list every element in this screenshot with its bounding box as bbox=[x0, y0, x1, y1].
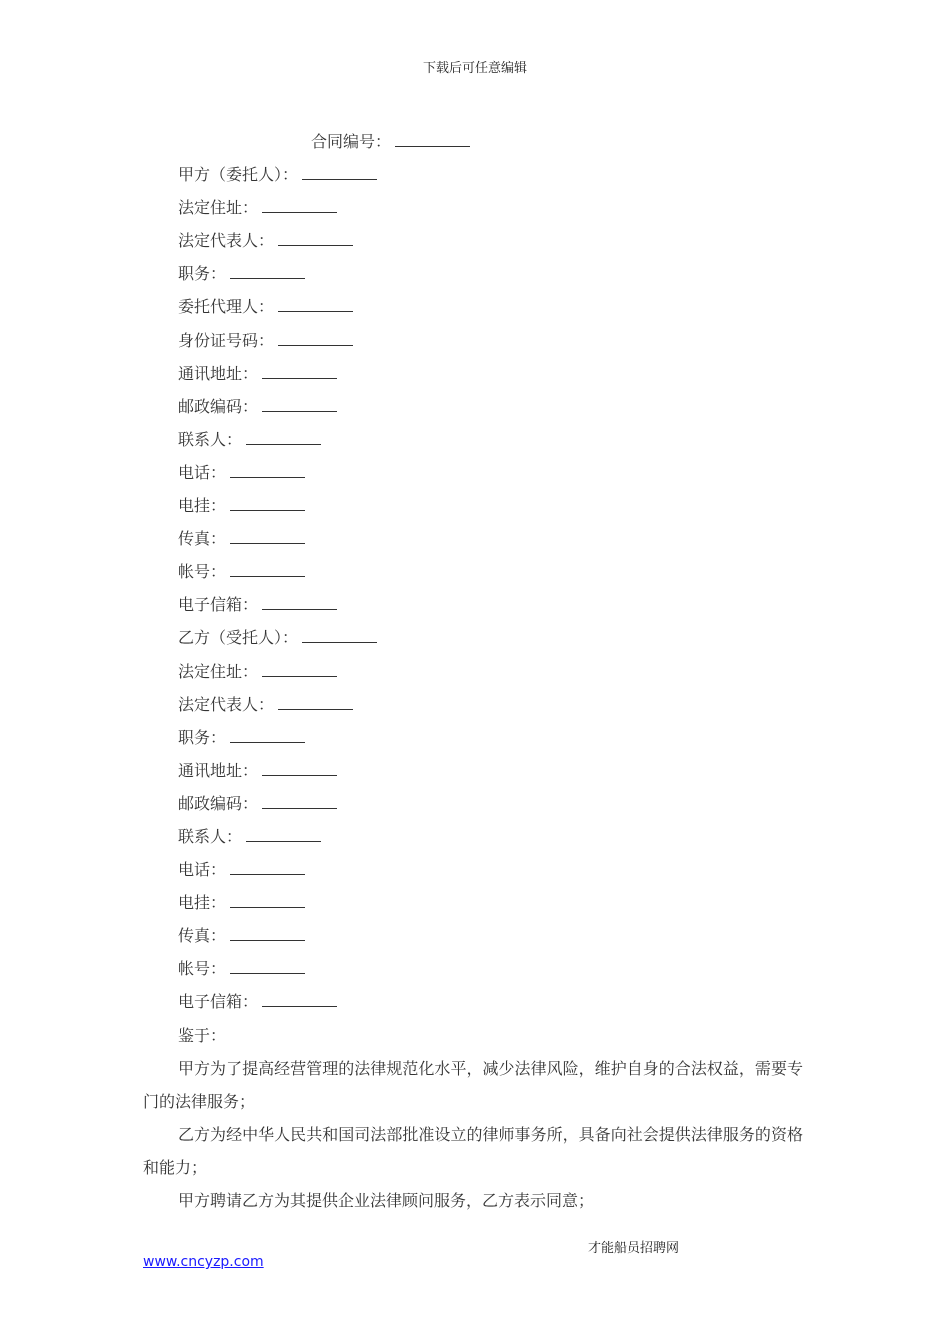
party-a-field-line bbox=[143, 191, 803, 224]
party-b-field-blank bbox=[262, 662, 337, 677]
party-a-field-label: 通讯地址： bbox=[178, 363, 259, 383]
contract-body bbox=[143, 125, 803, 1217]
footer-website-link[interactable]: www.cncyzp.com bbox=[143, 1254, 264, 1270]
party-b-field-line bbox=[143, 721, 803, 754]
party-b-field-label: 职务： bbox=[178, 727, 227, 747]
party-b-title-line bbox=[143, 621, 803, 654]
party-b-field-line bbox=[143, 952, 803, 985]
party-b-field-blank bbox=[230, 926, 305, 941]
party-b-field-line bbox=[143, 853, 803, 886]
party-a-field-line bbox=[143, 588, 803, 621]
whereas-paragraph-2: 乙方为经中华人民共和国司法部批准设立的律师事务所，具备向社会提供法律服务的资格和能力； bbox=[143, 1124, 803, 1177]
party-b-field-label: 通讯地址： bbox=[178, 760, 259, 780]
party-b-title: 乙方（受托人）： bbox=[178, 628, 299, 648]
party-a-field-line bbox=[143, 257, 803, 290]
party-b-field-line bbox=[143, 754, 803, 787]
party-a-title-line bbox=[143, 158, 803, 191]
party-a-field-blank bbox=[230, 463, 305, 478]
party-a-field-line bbox=[143, 357, 803, 390]
party-b-field-blank bbox=[262, 992, 337, 1007]
party-a-field-label: 法定代表人： bbox=[178, 231, 275, 251]
contract-number-label: 合同编号： bbox=[311, 132, 392, 151]
party-a-field-line bbox=[143, 456, 803, 489]
party-b-name-blank bbox=[302, 628, 377, 643]
whereas-label: 鉴于： bbox=[178, 1025, 227, 1045]
party-b-field-label: 电挂： bbox=[178, 893, 227, 913]
party-a-name-blank bbox=[302, 165, 377, 180]
party-b-field-label: 电话： bbox=[178, 860, 227, 880]
party-a-field-label: 电子信箱： bbox=[178, 595, 259, 615]
party-a-field-blank bbox=[230, 529, 305, 544]
party-a-fields bbox=[143, 191, 803, 621]
party-a-field-line bbox=[143, 290, 803, 323]
whereas-paragraph-3: 甲方聘请乙方为其提供企业法律顾问服务，乙方表示同意； bbox=[178, 1191, 595, 1210]
party-a-field-label: 法定住址： bbox=[178, 198, 259, 218]
contract-number-line bbox=[143, 125, 803, 158]
party-a-field-blank bbox=[278, 331, 353, 346]
party-a-field-blank bbox=[278, 297, 353, 312]
party-a-field-blank bbox=[262, 198, 337, 213]
party-b-field-blank bbox=[246, 827, 321, 842]
party-b-field-blank bbox=[230, 860, 305, 875]
party-b-field-line bbox=[143, 688, 803, 721]
party-a-field-blank bbox=[262, 595, 337, 610]
party-b-field-label: 邮政编码： bbox=[178, 793, 259, 813]
party-a-field-blank bbox=[278, 231, 353, 246]
party-a-field-blank bbox=[246, 430, 321, 445]
party-a-field-label: 邮政编码： bbox=[178, 396, 259, 416]
party-a-field-label: 委托代理人： bbox=[178, 297, 275, 317]
party-b-fields bbox=[143, 655, 803, 1019]
party-a-field-label: 电话： bbox=[178, 462, 227, 482]
party-b-field-blank bbox=[230, 728, 305, 743]
party-b-field-label: 法定住址： bbox=[178, 661, 259, 681]
party-b-field-line bbox=[143, 985, 803, 1018]
party-a-field-line bbox=[143, 489, 803, 522]
party-a-title: 甲方（委托人）： bbox=[178, 165, 299, 185]
footer-site-name: 才能船员招聘网 bbox=[588, 1241, 680, 1256]
party-b-field-line bbox=[143, 886, 803, 919]
contract-number-blank bbox=[395, 132, 470, 147]
whereas-paragraph-1: 甲方为了提高经营管理的法律规范化水平，减少法律风险，维护自身的合法权益，需要专门的法律服务； bbox=[143, 1058, 803, 1111]
party-a-field-label: 传真： bbox=[178, 529, 227, 549]
party-a-field-label: 联系人： bbox=[178, 429, 243, 449]
party-a-field-blank bbox=[230, 562, 305, 577]
party-b-field-label: 帐号： bbox=[178, 959, 227, 979]
party-b-field-line bbox=[143, 820, 803, 853]
party-a-field-label: 电挂： bbox=[178, 496, 227, 516]
party-b-field-label: 法定代表人： bbox=[178, 694, 275, 714]
party-a-field-line bbox=[143, 224, 803, 257]
party-a-field-label: 职务： bbox=[178, 264, 227, 284]
party-a-field-blank bbox=[262, 397, 337, 412]
party-b-field-label: 联系人： bbox=[178, 826, 243, 846]
party-a-field-line bbox=[143, 390, 803, 423]
party-b-field-line bbox=[143, 787, 803, 820]
party-b-field-blank bbox=[230, 959, 305, 974]
party-b-field-blank bbox=[278, 695, 353, 710]
party-b-field-blank bbox=[262, 794, 337, 809]
whereas-label-line bbox=[143, 1019, 803, 1052]
party-a-field-line bbox=[143, 522, 803, 555]
party-a-field-blank bbox=[230, 496, 305, 511]
party-a-field-blank bbox=[262, 364, 337, 379]
party-a-field-blank bbox=[230, 264, 305, 279]
party-a-field-line bbox=[143, 324, 803, 357]
party-a-field-line bbox=[143, 555, 803, 588]
party-b-field-blank bbox=[262, 761, 337, 776]
party-b-field-line bbox=[143, 919, 803, 952]
party-b-field-label: 传真： bbox=[178, 926, 227, 946]
party-b-field-blank bbox=[230, 893, 305, 908]
party-b-field-label: 电子信箱： bbox=[178, 992, 259, 1012]
party-b-field-line bbox=[143, 655, 803, 688]
party-a-field-label: 身份证号码： bbox=[178, 330, 275, 350]
page-header: 下载后可任意编辑 bbox=[422, 61, 527, 76]
party-a-field-label: 帐号： bbox=[178, 562, 227, 582]
party-a-field-line bbox=[143, 423, 803, 456]
